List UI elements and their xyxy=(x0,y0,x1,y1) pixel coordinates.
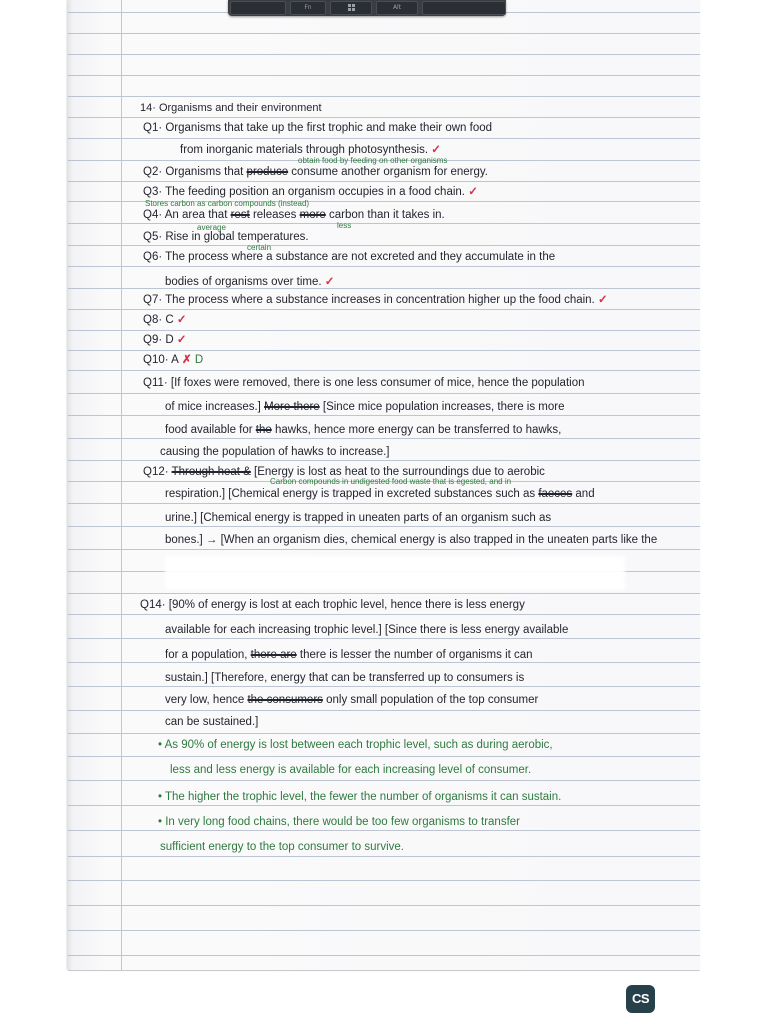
answer-continuation-line xyxy=(165,533,657,547)
tick-mark: ✓ xyxy=(465,186,478,198)
handwritten-text: Q4· An area that xyxy=(143,209,231,221)
bullet-point-line xyxy=(158,738,553,752)
crossed-out-text: the xyxy=(255,424,272,436)
fn-key: Fn xyxy=(290,1,326,15)
answer-continuation-line xyxy=(165,715,258,729)
handwritten-text: Q8· C xyxy=(143,314,174,326)
handwritten-text: • As 90% of energy is lost between each trophic level, such as during aerobic, xyxy=(158,739,553,751)
handwritten-text: sufficient energy to the top consumer to survive. xyxy=(160,841,404,853)
crossed-out-text: Through heat & xyxy=(171,466,251,478)
handwritten-text: 14· Organisms and their environment xyxy=(140,102,322,114)
tick-mark: ✓ xyxy=(321,276,335,288)
tick-mark: ✓ xyxy=(594,294,608,306)
answer-continuation-line xyxy=(165,671,524,685)
cross-mark: ✗ xyxy=(178,354,195,366)
windows-logo-icon xyxy=(348,4,355,11)
crossed-out-text: the consumers xyxy=(247,694,323,706)
answer-continuation-line xyxy=(165,275,334,289)
tick-mark: ✓ xyxy=(173,334,187,346)
answer-line xyxy=(143,165,488,179)
crossed-out-text: rest xyxy=(230,209,250,221)
handwritten-text: causing the population of hawks to increase.] xyxy=(160,446,390,458)
handwritten-text: urine.] [Chemical energy is trapped in uneaten parts of an organism such as xyxy=(165,512,552,524)
correction-text: D xyxy=(194,354,204,366)
windows-key xyxy=(330,1,372,15)
answer-continuation-line xyxy=(165,400,565,414)
keyboard-key xyxy=(422,1,506,15)
handwritten-text: releases xyxy=(249,209,300,221)
answer-line xyxy=(143,293,608,307)
handwritten-text: can be sustained.] xyxy=(165,716,259,728)
handwritten-text: Q10· A xyxy=(143,354,179,366)
handwritten-text: average xyxy=(197,223,226,232)
tick-mark: ✓ xyxy=(428,144,441,156)
handwritten-text: and xyxy=(572,488,595,500)
handwritten-text: bodies of organisms over time. xyxy=(165,276,322,288)
handwritten-text: only small population of the top consumer xyxy=(322,694,539,706)
bullet-continuation-line xyxy=(170,763,531,777)
answer-line xyxy=(143,376,585,390)
crossed-out-text: produce xyxy=(246,166,289,178)
handwritten-text: available for each increasing trophic level.] [Since there is less energy available xyxy=(165,624,569,636)
keyboard-edge xyxy=(228,0,506,16)
handwritten-text: obtain food by feeding on other organisms xyxy=(298,156,448,165)
crossed-out-text: More there xyxy=(264,401,320,413)
handwritten-text: Q12· xyxy=(143,466,172,478)
handwritten-text: Q6· The process where a substance are not excreted and they accumulate in the xyxy=(143,251,556,263)
handwritten-text: hawks, hence more energy can be transferred to hawks, xyxy=(271,424,562,436)
handwritten-text: less and less energy is available for each increasing level of consumer. xyxy=(170,764,532,776)
answer-continuation-line xyxy=(165,487,595,501)
handwritten-text: Q2· Organisms that xyxy=(143,166,247,178)
handwritten-text: of mice increases.] xyxy=(165,401,265,413)
handwritten-text: sustain.] [Therefore, energy that can be transferred up to consumers is xyxy=(165,672,525,684)
handwritten-text: carbon than it takes in. xyxy=(325,209,445,221)
bullet-point-line xyxy=(158,815,520,829)
bullet-point-line xyxy=(158,790,561,804)
answer-continuation-line xyxy=(165,511,551,525)
answer-continuation-line xyxy=(165,423,561,437)
handwritten-text: consume another organism for energy. xyxy=(288,166,488,178)
answer-line xyxy=(143,333,187,347)
handwritten-text: Carbon compounds in undigested food waste that is egested, and in xyxy=(270,477,512,486)
answer-continuation-line xyxy=(160,445,390,459)
answer-continuation-line xyxy=(165,623,568,637)
handwritten-text: food available for xyxy=(165,424,256,436)
handwritten-text: [Energy is lost as heat to the surroundings due to aerobic xyxy=(250,466,545,478)
answer-line xyxy=(143,250,555,264)
camscanner-badge: CS xyxy=(626,985,655,1013)
handwritten-text: [Since mice population increases, there is more xyxy=(319,401,565,413)
answer-line xyxy=(143,208,445,222)
handwritten-text: Q9· D xyxy=(143,334,174,346)
handwritten-text: for a population, xyxy=(165,649,251,661)
handwritten-text: respiration.] [Chemical energy is trapped in excreted substances such as xyxy=(165,488,539,500)
handwritten-text: • The higher the trophic level, the fewer the number of organisms it can sustain. xyxy=(158,791,562,803)
handwritten-notes xyxy=(68,0,700,970)
bullet-continuation-line xyxy=(160,840,404,854)
answer-line xyxy=(140,598,525,612)
handwritten-text: Q1· Organisms that take up the first trophic and make their own food xyxy=(143,122,493,134)
handwritten-text: very low, hence xyxy=(165,694,248,706)
answer-continuation-line xyxy=(180,143,441,157)
handwritten-text: • In very long food chains, there would be too few organisms to transfer xyxy=(158,816,520,828)
chapter-heading xyxy=(140,101,322,115)
answer-line xyxy=(143,230,309,244)
handwritten-text: Q7· The process where a substance increases in concentration higher up the food chain. xyxy=(143,294,595,306)
notebook-page xyxy=(68,0,700,970)
handwritten-text: Q11· [If foxes were removed, there is one less consumer of mice, hence the population xyxy=(143,377,585,389)
handwritten-text: Stores carbon as carbon compounds (instead) xyxy=(145,199,310,208)
crossed-out-text: there are xyxy=(250,649,297,661)
handwritten-text: bones.] → [When an organism dies, chemical energy is also trapped in the uneaten parts like the xyxy=(165,534,658,546)
alt-key: Alt xyxy=(376,1,418,15)
handwritten-text: there is lesser the number of organisms it can xyxy=(296,649,533,661)
handwritten-text: Q5· Rise in global temperatures. xyxy=(143,231,309,243)
answer-line xyxy=(143,353,203,367)
correction-annotation xyxy=(270,477,511,487)
crossed-out-text: faeces xyxy=(538,488,573,500)
correction-annotation xyxy=(337,221,351,231)
answer-line xyxy=(143,121,492,135)
handwritten-text: less xyxy=(337,221,352,230)
handwritten-text: Q14· [90% of energy is lost at each trophic level, hence there is less energy xyxy=(140,599,525,611)
crossed-out-text: more xyxy=(299,209,326,221)
keyboard-key xyxy=(230,1,286,15)
answer-line xyxy=(143,313,187,327)
handwritten-text: from inorganic materials through photosynthesis. xyxy=(180,144,429,156)
tick-mark: ✓ xyxy=(173,314,187,326)
answer-continuation-line xyxy=(165,648,533,662)
answer-line xyxy=(143,185,478,199)
handwritten-text: Q3· The feeding position an organism occupies in a food chain. xyxy=(143,186,465,198)
answer-continuation-line xyxy=(165,693,538,707)
handwritten-text: certain xyxy=(247,243,272,252)
